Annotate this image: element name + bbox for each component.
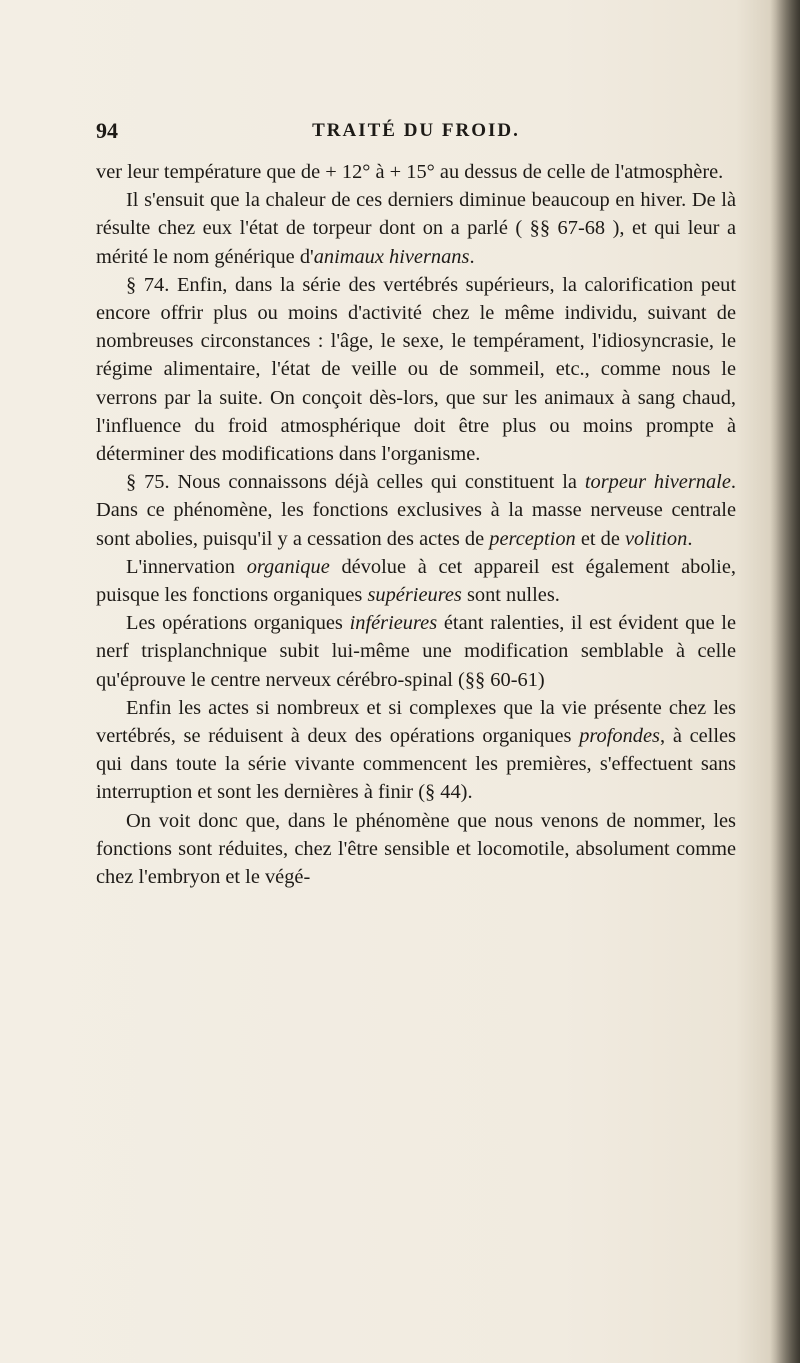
paragraph [96, 609, 736, 694]
text-run: § 75. Nous connaissons déjà celles qui constituent la [126, 471, 585, 494]
paragraph [96, 553, 736, 609]
text-run: ver leur température que de + 12° à + 15° au dessus de celle de l'atmosphère. [96, 161, 724, 183]
text-run: L'innervation [126, 555, 247, 578]
text-run: . Dans ce phénomène, les fonctions exclusives à la masse nerveuse centrale sont abolies, puisqu'il y a cessation des actes de [96, 471, 736, 550]
italic-text: torpeur hivernale [584, 471, 731, 494]
paragraph [96, 694, 736, 807]
body-text [96, 158, 736, 891]
paragraph [96, 186, 736, 271]
paragraph [96, 271, 736, 468]
page-content [96, 118, 736, 891]
running-title: TRAITÉ DU FROID. [312, 120, 520, 141]
text-run: . [469, 245, 475, 268]
italic-text: supérieures [367, 584, 462, 607]
text-run: dévolue à cet appareil est également abolie, puisque les fonctions organiques [96, 555, 736, 607]
paragraph [96, 807, 736, 892]
text-run: étant ralenties, il est évident que le nerf trisplanchnique subit lui-même une modification semblable à celle qu'éprouve le centre nerveux cérébro-spinal (§§ 60-61) [96, 612, 736, 691]
text-run: et de [575, 527, 625, 550]
italic-text: animaux hivernans [313, 245, 470, 268]
text-run: § 74. Enfin, dans la série des vertébrés supérieurs, la calorification peut encore offrir plus ou moins d'activité chez le même individu, suivant de nombreuses circonstances : l'âge, le sexe, le tempérament, l'idiosyncrasie, le régime alimentaire, l'état de veille ou de sommeil, etc., comme nous le verrons par la suite. On conçoit dès-lors, que sur les animaux à sang chaud, l'influence du froid atmosphérique doit être plus ou moins prompte à déterminer des modifications dans l'organisme. [96, 273, 736, 466]
text-run: sont nulles. [461, 584, 560, 607]
paragraph [96, 468, 736, 553]
page-header [96, 118, 736, 148]
page-binding-shadow [770, 0, 800, 1363]
text-run: Il s'ensuit que la chaleur de ces derniers diminue beaucoup en hiver. De là résulte chez eux l'état de torpeur dont on a parlé ( §§ 67-68 ), et qui leur a mérité le nom générique d' [96, 189, 736, 268]
italic-text: inférieures [349, 612, 438, 635]
text-run: . [687, 527, 693, 550]
italic-text: perception [489, 527, 576, 550]
page-number: 94 [96, 118, 118, 143]
text-run: On voit donc que, dans le phénomène que nous venons de nommer, les fonctions sont réduites, chez l'être sensible et locomotile, absolument comme chez l'embryon et le végé- [96, 809, 736, 889]
italic-text: volition [625, 527, 688, 550]
text-run: , à celles qui dans toute la série vivante commencent les premières, s'effectuent sans interruption et sont les dernières à finir (§ 44). [96, 725, 736, 804]
italic-text: profondes [579, 725, 660, 748]
text-run: Enfin les actes si nombreux et si complexes que la vie présente chez les vertébrés, se réduisent à deux des opérations organiques [96, 696, 736, 748]
italic-text: organique [246, 555, 330, 578]
text-run: Les opérations organiques [126, 612, 350, 635]
paragraph [96, 158, 736, 186]
